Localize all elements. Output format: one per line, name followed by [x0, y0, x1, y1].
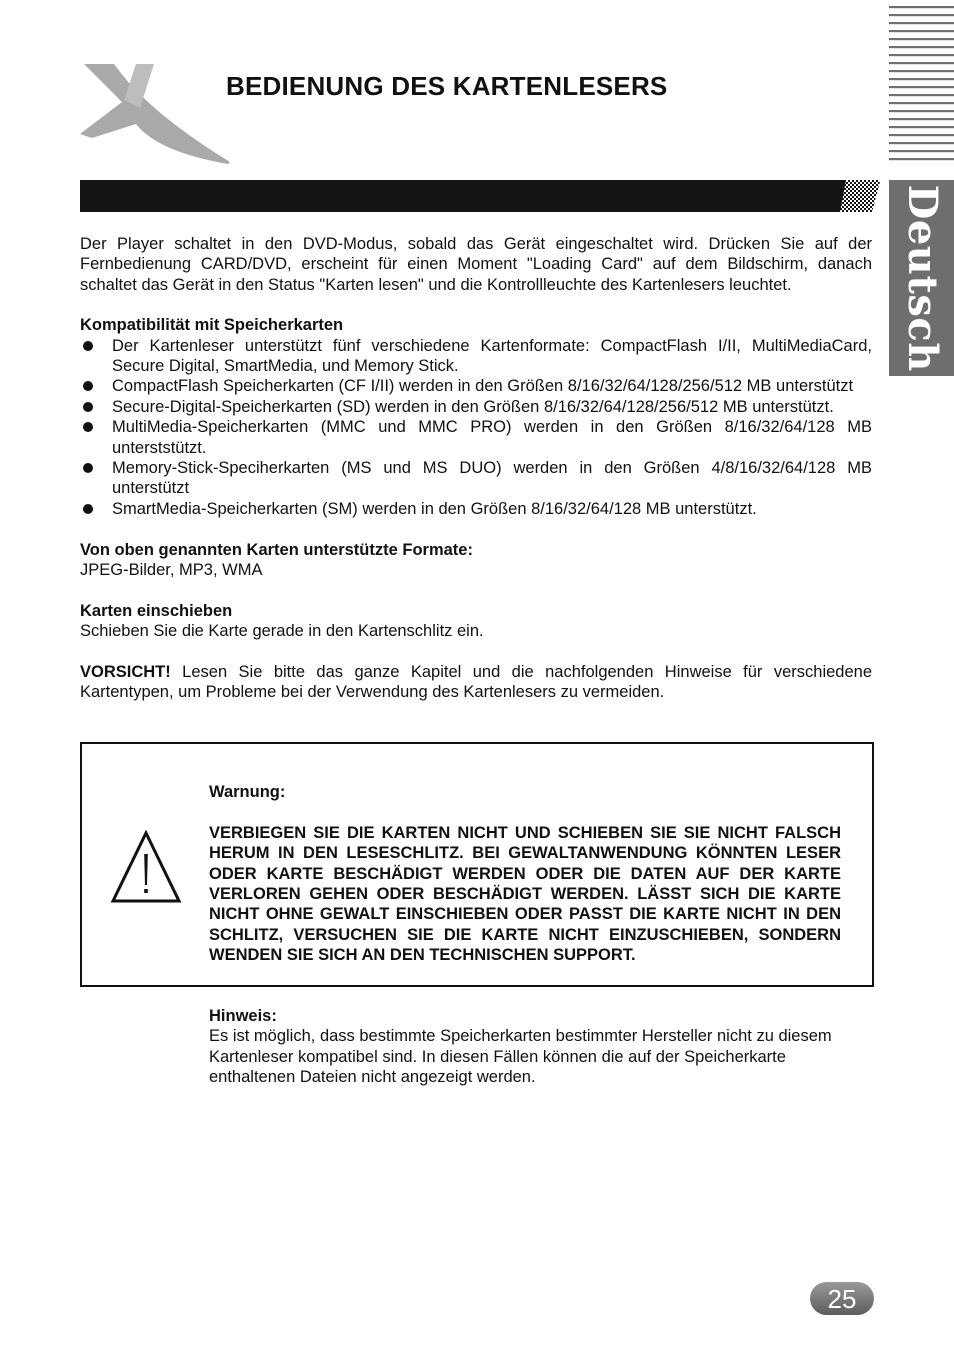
caution-text: Lesen Sie bitte das ganze Kapitel und die nachfolgenden Hinweise für verschiedene Kartentypen, um Probleme bei der Verwendung des Kartenlesers zu vermeiden.	[80, 663, 872, 702]
formats-heading: Von oben genannten Karten unterstützte Formate:	[80, 540, 473, 559]
caution-paragraph	[80, 662, 872, 703]
main-content	[80, 234, 872, 703]
language-tab-label: Deutsch	[898, 184, 946, 372]
side-stripes-decoration	[889, 6, 954, 164]
formats-text: JPEG-Bilder, MP3, WMA	[80, 561, 263, 580]
warning-triangle-icon	[110, 830, 182, 904]
x-logo-icon	[78, 62, 230, 164]
hint-block	[209, 1006, 849, 1088]
warning-heading: Warnung:	[209, 783, 286, 801]
section-bar	[80, 180, 840, 212]
insert-text: Schieben Sie die Karte gerade in den Kartenschlitz ein.	[80, 622, 484, 641]
language-tab	[889, 180, 954, 376]
bar-dots-decoration	[832, 180, 880, 212]
compat-list	[80, 336, 872, 520]
list-item: Memory-Stick-Speciherkarten (MS und MS DUO) werden in den Größen 4/8/16/32/64/128 MB unterstützt	[80, 458, 872, 499]
list-item: Secure-Digital-Speicherkarten (SD) werden in den Größen 8/16/32/64/128/256/512 MB unterstützt.	[80, 397, 872, 417]
warning-body: VERBIEGEN SIE DIE KARTEN NICHT UND SCHIEBEN SIE SIE NICHT FALSCH HERUM IN DEN LESESCHLITZ. BEI GEWALTANWENDUNG KÖNNTEN LESER ODER KARTE BESCHÄDIGT WERDEN ODER DIE DATEN AUF DER KARTE VERLOREN GEHEN ODER BESCHÄDIGT WERDEN. LÄSST SICH DIE KARTE NICHT OHNE GEWALT EINSCHIEBEN ODER PASST DIE KARTE NICHT IN DEN SCHLITZ, VERSUCHEN SIE DIE KARTE NICHT EINZUSCHIEBEN, SONDERN WENDEN SIE SICH AN DEN TECHNISCHEN SUPPORT.	[209, 823, 841, 965]
page-number: 25	[827, 1283, 857, 1314]
list-item: CompactFlash Speicherkarten (CF I/II) werden in den Größen 8/16/32/64/128/256/512 MB unterstützt	[80, 376, 872, 396]
insert-heading: Karten einschieben	[80, 601, 233, 620]
warning-box	[80, 742, 874, 987]
page-number-badge	[810, 1282, 874, 1315]
compat-heading: Kompatibilität mit Speicherkarten	[80, 316, 344, 335]
hint-heading: Hinweis:	[209, 1007, 277, 1025]
list-item: SmartMedia-Speicherkarten (SM) werden in den Größen 8/16/32/64/128 MB unterstützt.	[80, 499, 872, 519]
hint-text: Es ist möglich, dass bestimmte Speicherkarten bestimmter Hersteller nicht zu diesem Kartenleser kompatibel sind. In diesen Fällen können die auf der Speicherkarte enthaltenen Dateien nicht angezeigt werden.	[209, 1027, 832, 1087]
intro-paragraph: Der Player schaltet in den DVD-Modus, sobald das Gerät eingeschaltet wird. Drücken Sie auf der Fernbedienung CARD/DVD, erscheint für einen Moment "Loading Card" auf dem Bildschirm, danach schaltet das Gerät in den Status "Karten lesen" und die Kontrollleuchte des Kartenlesers leuchtet.	[80, 235, 872, 294]
list-item: Der Kartenleser unterstützt fünf verschiedene Kartenformate: CompactFlash I/II, MultiMediaCard, Secure Digital, SmartMedia, und Memory Stick.	[80, 336, 872, 377]
warning-text-block	[209, 782, 841, 966]
caution-label: VORSICHT!	[80, 663, 171, 682]
page-title: BEDIENUNG DES KARTENLESERS	[226, 71, 668, 101]
list-item: MultiMedia-Speicherkarten (MMC und MMC PRO) werden in den Größen 8/16/32/64/128 MB unterststützt.	[80, 417, 872, 458]
